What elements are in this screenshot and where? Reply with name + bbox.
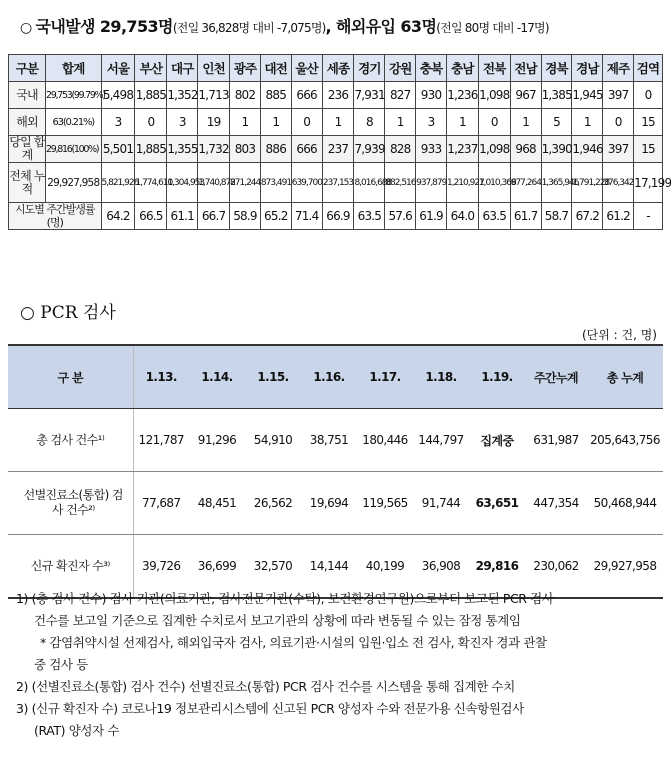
regional-header-cell: 세종: [322, 55, 354, 82]
pcr-cell: 29,927,958: [587, 535, 663, 599]
regional-cell: 882,516: [385, 163, 416, 203]
regional-header-cell: 광주: [230, 55, 261, 82]
regional-cell: 1,098: [478, 82, 510, 109]
pcr-cell: 631,987: [525, 409, 587, 472]
regional-header-cell: 검역: [634, 55, 663, 82]
regional-cell: 5,498: [101, 82, 135, 109]
overseas-comparison: (전일 80명 대비 -17명): [436, 21, 549, 35]
regional-cell: 977,264: [510, 163, 541, 203]
regional-table-row: [9, 163, 663, 203]
pcr-cell: 48,451: [189, 472, 245, 535]
section1-title: [20, 14, 549, 37]
unit-note: (단위 : 건, 명): [581, 328, 657, 342]
regional-cell: 237,153: [322, 163, 354, 203]
regional-row-label: 시도별 주간발생률(명): [9, 203, 102, 230]
regional-cell: 236: [322, 82, 354, 109]
regional-header-cell: 대구: [167, 55, 198, 82]
footnote-3-line2: (RAT) 양성자 수: [34, 723, 119, 738]
regional-cell: 828: [385, 136, 416, 163]
regional-cell: 930: [416, 82, 447, 109]
pcr-header-cell: 1.14.: [189, 345, 245, 409]
regional-cell: 61.1: [167, 203, 198, 230]
pcr-cell: 38,751: [301, 409, 357, 472]
regional-cell: 29,927,958: [46, 163, 102, 203]
pcr-cell: 447,354: [525, 472, 587, 535]
pcr-cell: 144,797: [413, 409, 469, 472]
regional-cell: 967: [510, 82, 541, 109]
regional-cell: 237: [322, 136, 354, 163]
regional-cell: 61.7: [510, 203, 541, 230]
regional-cell: 0: [478, 109, 510, 136]
regional-cell: 666: [291, 82, 322, 109]
regional-cell: 1,732: [198, 136, 230, 163]
regional-cell: -: [634, 203, 663, 230]
regional-cell: 58.9: [230, 203, 261, 230]
footnote-1-note-line1: * 감염취약시설 선제검사, 해외입국자 검사, 의료기관·시설의 입원·입소 전 검사, 확진자 경과 관찰: [40, 635, 547, 650]
regional-cell: 3: [416, 109, 447, 136]
regional-cell: 1: [230, 109, 261, 136]
pcr-cell: 205,643,756: [587, 409, 663, 472]
regional-header-cell: 서울: [101, 55, 135, 82]
regional-header-cell: 전남: [510, 55, 541, 82]
regional-cell: 1,236: [446, 82, 478, 109]
regional-cell: 1,885: [135, 82, 167, 109]
regional-cell: 5,501: [101, 136, 135, 163]
regional-cell: 0: [135, 109, 167, 136]
regional-cell: 61.2: [603, 203, 634, 230]
regional-cell: 1,945: [572, 82, 603, 109]
regional-cell: 1,885: [135, 136, 167, 163]
regional-row-label: 해외: [9, 109, 46, 136]
regional-header-cell: 경남: [572, 55, 603, 82]
regional-header-cell: 경기: [354, 55, 385, 82]
pcr-cell: 63,651: [469, 472, 525, 535]
regional-cell: 1,946: [572, 136, 603, 163]
regional-cell: 933: [416, 136, 447, 163]
regional-cell: 0: [291, 109, 322, 136]
regional-cell: 57.6: [385, 203, 416, 230]
regional-cell: 8,016,688: [354, 163, 385, 203]
regional-cell: 1,010,368: [478, 163, 510, 203]
regional-header-cell: 전북: [478, 55, 510, 82]
regional-cell: 1: [510, 109, 541, 136]
regional-cell: 67.2: [572, 203, 603, 230]
pcr-cell: 32,570: [245, 535, 301, 599]
regional-cell: 29,753(99.79%): [46, 82, 102, 109]
regional-cell: 58.7: [541, 203, 572, 230]
regional-cell: 61.9: [416, 203, 447, 230]
regional-cell: 1,304,953: [167, 163, 198, 203]
regional-table-row: [9, 82, 663, 109]
regional-cell: 1: [322, 109, 354, 136]
regional-cell: 63(0.21%): [46, 109, 102, 136]
regional-cell: 1,237: [446, 136, 478, 163]
pcr-cell: 54,910: [245, 409, 301, 472]
pcr-header-cell: 1.17.: [357, 345, 413, 409]
regional-row-label: 당일 합계: [9, 135, 45, 162]
regional-cell: 7,931: [354, 82, 385, 109]
footnote-3-line1: 3) (신규 확진자 수) 코로나19 정보관리시스템에 신고된 PCR 양성자 수와 전문가용 신속항원검사: [16, 701, 524, 716]
regional-cell: 0: [603, 109, 634, 136]
regional-cell: 968: [510, 136, 541, 163]
footnote-1-line2: 건수를 보고일 기준으로 집계한 수치로서 보고기관의 상황에 따라 변동될 수 있는 잠정 통계임: [34, 613, 521, 628]
pcr-cell: 77,687: [133, 472, 189, 535]
regional-cell: 802: [230, 82, 261, 109]
pcr-cell: 91,296: [189, 409, 245, 472]
regional-cell: 3: [167, 109, 198, 136]
regional-cell: 1,098: [478, 136, 510, 163]
regional-table-row: [9, 203, 663, 230]
pcr-cell: 39,726: [133, 535, 189, 599]
pcr-table-row: [8, 472, 663, 535]
regional-cell: 1,774,610: [135, 163, 167, 203]
regional-cell: 1,365,946: [541, 163, 572, 203]
pcr-header-cell: 총 누계: [587, 345, 663, 409]
regional-cell: 871,244: [230, 163, 261, 203]
regional-cell: 64.2: [101, 203, 135, 230]
pcr-cell: 121,787: [133, 409, 189, 472]
pcr-cell: 91,744: [413, 472, 469, 535]
regional-header-cell: 강원: [385, 55, 416, 82]
regional-cell: 19: [198, 109, 230, 136]
domestic-comparison: (전일 36,828명 대비 -7,075명): [172, 21, 326, 35]
pcr-cell: 29,816: [469, 535, 525, 599]
regional-cell: 376,342: [603, 163, 634, 203]
regional-cell: 1: [260, 109, 291, 136]
regional-cell: 1,385: [541, 82, 572, 109]
regional-header-cell: 합계: [46, 55, 102, 82]
footnote-1-line1: 1) (총 검사 건수) 검사 기관(의료기관, 검사전문기관(수탁), 보건환경연구원)으로부터 보고된 PCR 검사: [16, 591, 554, 606]
regional-table-row: [9, 136, 663, 163]
regional-cell: 15: [634, 109, 663, 136]
pcr-header-cell: 1.15.: [245, 345, 301, 409]
section1-bullet: ○: [20, 20, 32, 36]
pcr-header-cell: 1.13.: [133, 345, 189, 409]
regional-cell: 1,740,872: [198, 163, 230, 203]
domestic-cases-headline: 국내발생 29,753명: [35, 17, 173, 36]
footnote-2: 2) (선별진료소(통합) 검사 건수) 선별진료소(통합) PCR 검사 건수를 시스템을 통해 집계한 수치: [16, 679, 515, 694]
footnotes: [16, 588, 661, 742]
regional-cell: 66.5: [135, 203, 167, 230]
pcr-cell: 14,144: [301, 535, 357, 599]
regional-header-cell: 인천: [198, 55, 230, 82]
regional-header-cell: 충남: [446, 55, 478, 82]
regional-header-cell: 충북: [416, 55, 447, 82]
regional-cell: 1: [385, 109, 416, 136]
pcr-cell: 180,446: [357, 409, 413, 472]
regional-cell: 937,879: [416, 163, 447, 203]
regional-header-cell: 제주: [603, 55, 634, 82]
section2-title: [20, 298, 116, 323]
regional-cell: 803: [230, 136, 261, 163]
regional-cell: 8: [354, 109, 385, 136]
regional-cell: 397: [603, 82, 634, 109]
pcr-header-cell: 1.19.: [469, 345, 525, 409]
regional-cell: 666: [291, 136, 322, 163]
regional-cases-table: [8, 54, 671, 230]
regional-cell: 1,355: [167, 136, 198, 163]
regional-cell: 1,390: [541, 136, 572, 163]
pcr-header-cell: 1.18.: [413, 345, 469, 409]
regional-header-cell: 대전: [260, 55, 291, 82]
pcr-header-cell: 구 분: [8, 345, 133, 409]
regional-cell: 1,210,927: [446, 163, 478, 203]
pcr-row-label: 선별진료소(통합) 검사 건수²⁾: [8, 472, 133, 535]
regional-cell: 71.4: [291, 203, 322, 230]
regional-cell: 5: [541, 109, 572, 136]
regional-cell: 886: [260, 136, 291, 163]
regional-table-header-row: [9, 55, 663, 82]
regional-cell: 885: [260, 82, 291, 109]
regional-cell: 1: [572, 109, 603, 136]
pcr-header-cell: 주간누계: [525, 345, 587, 409]
regional-cell: 639,700: [291, 163, 322, 203]
pcr-cell: 26,562: [245, 472, 301, 535]
regional-cell: 66.9: [322, 203, 354, 230]
regional-cell: 65.2: [260, 203, 291, 230]
pcr-row-label: 신규 확진자 수³⁾: [8, 535, 133, 599]
pcr-cell: 230,062: [525, 535, 587, 599]
footnote-1-note-line2: 중 검사 등: [34, 657, 88, 672]
regional-row-label: 국내: [9, 82, 46, 109]
pcr-cell: 집계중: [469, 409, 525, 472]
pcr-test-table: [8, 344, 663, 599]
section2-bullet: ○: [20, 303, 35, 323]
regional-cell: 1,352: [167, 82, 198, 109]
regional-row-label: 전체 누적: [9, 163, 46, 203]
pcr-table-row: [8, 409, 663, 472]
regional-header-cell: 울산: [291, 55, 322, 82]
pcr-cell: 40,199: [357, 535, 413, 599]
overseas-cases-headline: , 해외유입 63명: [325, 17, 437, 36]
regional-cell: 3: [101, 109, 135, 136]
pcr-table-header-row: [8, 345, 663, 409]
regional-header-cell: 부산: [135, 55, 167, 82]
regional-cell: 827: [385, 82, 416, 109]
pcr-cell: 50,468,944: [587, 472, 663, 535]
regional-cell: 17,199: [634, 163, 663, 203]
pcr-row-label: 총 검사 건수¹⁾: [8, 409, 133, 472]
regional-cell: 29,816(100%): [46, 136, 102, 163]
regional-cell: 873,491: [260, 163, 291, 203]
pcr-cell: 36,908: [413, 535, 469, 599]
pcr-cell: 119,565: [357, 472, 413, 535]
regional-cell: 1,713: [198, 82, 230, 109]
pcr-title: PCR 검사: [40, 303, 116, 323]
regional-header-cell: 경북: [541, 55, 572, 82]
regional-cell: 66.7: [198, 203, 230, 230]
regional-header-cell: 구분: [9, 55, 46, 82]
regional-cell: 397: [603, 136, 634, 163]
regional-cell: 5,821,926: [101, 163, 135, 203]
regional-table-row: [9, 109, 663, 136]
regional-cell: 0: [634, 82, 663, 109]
pcr-cell: 36,699: [189, 535, 245, 599]
regional-cell: 64.0: [446, 203, 478, 230]
regional-cell: 7,939: [354, 136, 385, 163]
regional-cell: 63.5: [478, 203, 510, 230]
pcr-cell: 19,694: [301, 472, 357, 535]
regional-cell: 1,791,228: [572, 163, 603, 203]
pcr-header-cell: 1.16.: [301, 345, 357, 409]
regional-cell: 1: [446, 109, 478, 136]
regional-cell: 15: [634, 136, 663, 163]
regional-cell: 63.5: [354, 203, 385, 230]
